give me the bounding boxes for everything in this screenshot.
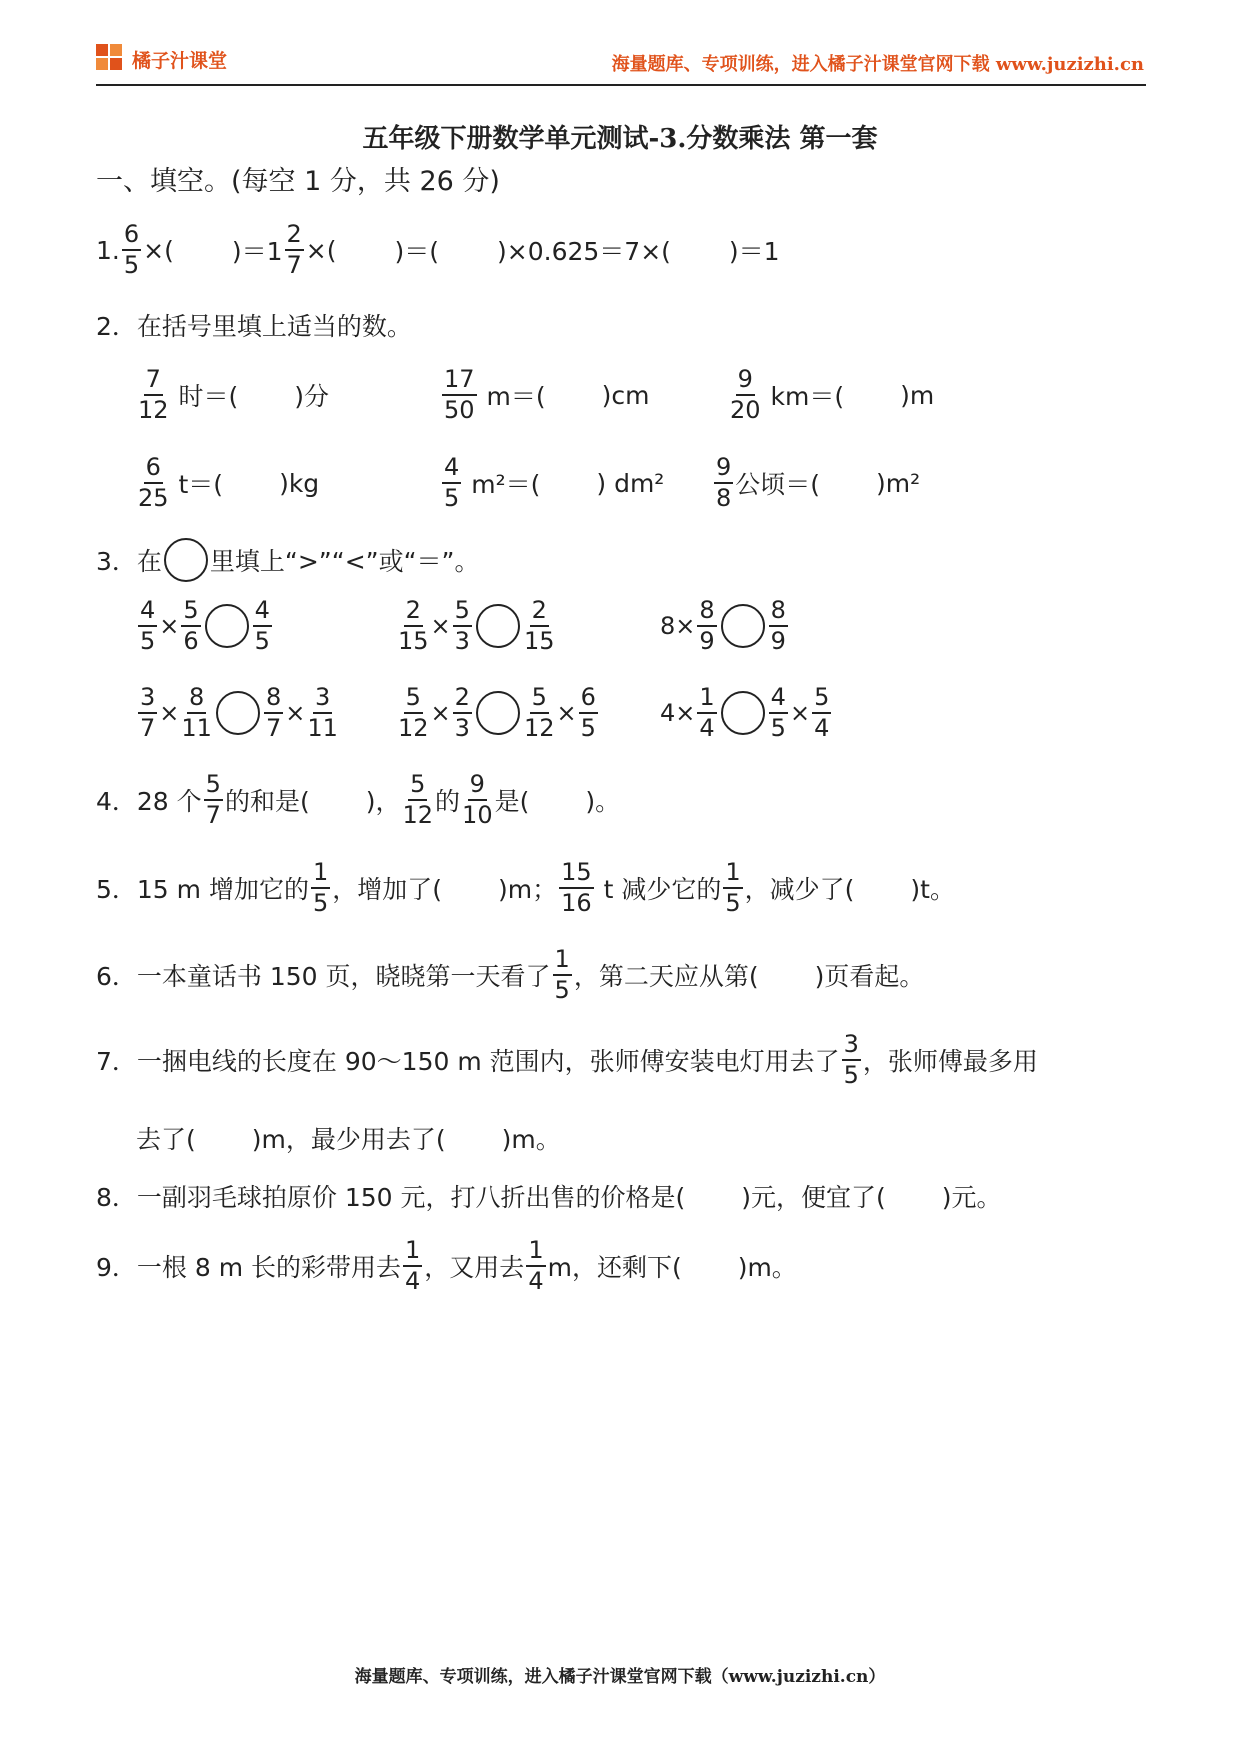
question-4: 4．28 个 $\frac{5}{7}$ 的和是( )， $\frac{5}{12}$ 的 $\frac{9}{10}$ 是( )。 [96,770,621,830]
compare-item: $\frac{3}{7}$ × $\frac{8}{11}$ $\frac{8}{7}$ × $\frac{3}{11}$ [140,683,338,743]
conversion-item: $\frac{6}{25}$ t＝( )kg [138,453,320,513]
question-6: 6．一本童话书 150 页，晓晓第一天看了 $\frac{1}{5}$ ，第二天应从第( )页看起。 [96,945,925,1005]
conversion-item: $\frac{9}{20}$ km＝( )m [730,365,935,425]
compare-item: 8 × $\frac{8}{9}$ $\frac{8}{9}$ [660,596,786,656]
question-7-cont: 去了( )m，最少用去了( )m。 [136,1125,561,1154]
question-9: 9．一根 8 m 长的彩带用去 $\frac{1}{4}$ ，又用去 $\frac{1}{4}$ m，还剩下( )m。 [96,1236,797,1296]
page-title: 五年级下册数学单元测试-3.分数乘法 第一套 [362,124,878,154]
compare-item: $\frac{4}{5}$ × $\frac{5}{6}$ $\frac{4}{5}$ [140,596,270,656]
question-3: 3．在 里填上“>”“<”或“＝”。 [96,538,480,582]
footer-text: 海量题库、专项训练，进入橘子汁课堂官网下载（www.juzizhi.cn） [354,1667,886,1687]
header-tagline: 海量题库、专项训练，进入橘子汁课堂官网下载 www.juzizhi.cn [611,54,1144,75]
compare-circle[interactable] [476,604,520,648]
question-5: 5．15 m 增加它的 $\frac{1}{5}$ ，增加了( )m； $\frac{15}{16}$ t 减少它的 $\frac{1}{5}$ ，减少了( )t。 [96,858,955,918]
header-divider [96,84,1146,86]
question-1: 1. $\frac{6}{5}$ ×( )＝1 $\frac{2}{7}$ ×( )＝( )×0.625＝7×( )＝1 [96,220,780,280]
compare-circle[interactable] [476,691,520,735]
question-2: 2．在括号里填上适当的数。 [96,312,412,341]
compare-circle[interactable] [721,691,765,735]
compare-item: 4 × $\frac{1}{4}$ $\frac{4}{5}$ × $\frac{5}{4}$ [660,683,830,743]
logo-icon [96,44,126,74]
question-8: 8．一副羽毛球拍原价 150 元，打八折出售的价格是( )元，便宜了( )元。 [96,1183,1002,1212]
compare-circle[interactable] [721,604,765,648]
conversion-item: $\frac{9}{8}$ 公顷＝( )m² [716,453,921,513]
question-7: 7．一捆电线的长度在 90～150 m 范围内，张师傅安装电灯用去了 $\frac{3}{5}$ ，张师傅最多用 [96,1030,1038,1090]
compare-item: $\frac{2}{15}$ × $\frac{5}{3}$ $\frac{2}{15}$ [398,596,555,656]
conversion-item: $\frac{7}{12}$ 时＝( )分 [138,365,330,425]
fraction: $\frac{6}{5}$ [123,220,140,280]
compare-item: $\frac{5}{12}$ × $\frac{2}{3}$ $\frac{5}{12}$ × $\frac{6}{5}$ [398,683,596,743]
section-heading: 一、填空。(每空 1 分，共 26 分) [96,165,500,197]
compare-circle[interactable] [216,691,260,735]
brand-logo [96,44,227,74]
circle-placeholder-icon [164,538,208,582]
brand-name: 橘子汁课堂 [132,49,228,72]
compare-circle[interactable] [205,604,249,648]
conversion-item: $\frac{17}{50}$ m＝( )cm [444,365,650,425]
conversion-item: $\frac{4}{5}$ m²＝( ) dm² [444,453,665,513]
fraction: $\frac{2}{7}$ [286,220,302,280]
